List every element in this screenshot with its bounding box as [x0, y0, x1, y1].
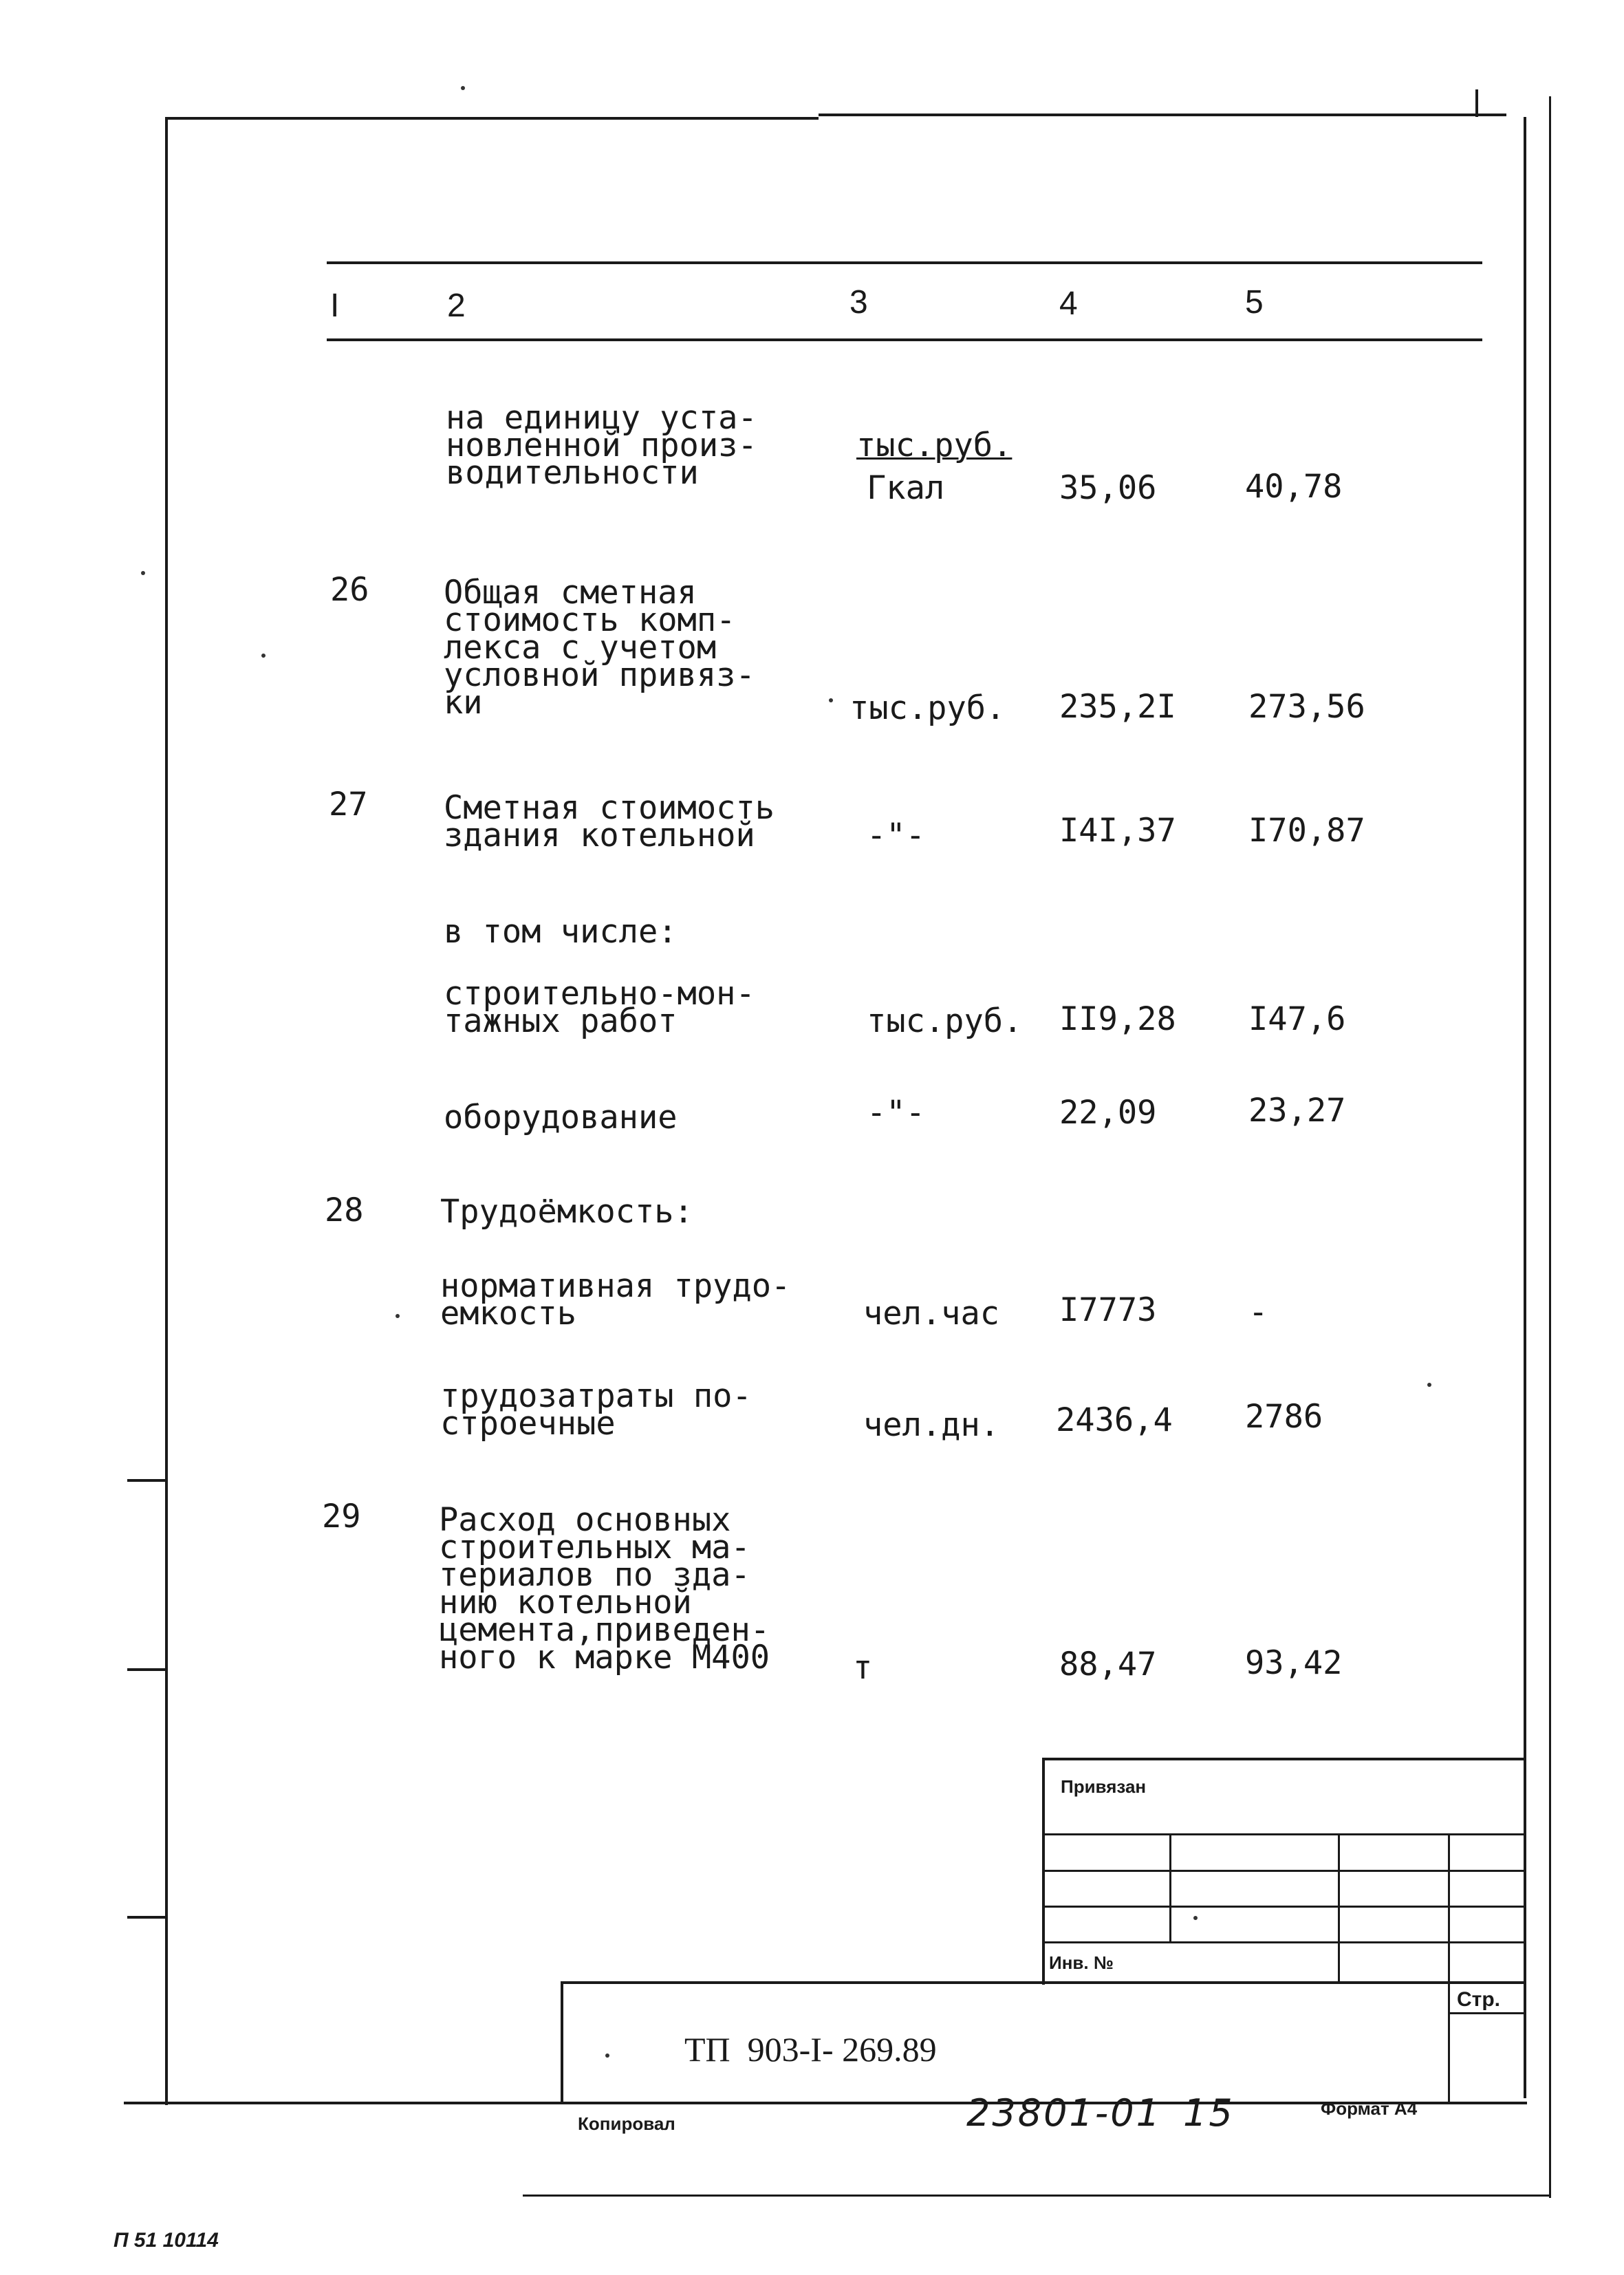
row-number: 27: [329, 786, 368, 823]
scan-speck: [461, 86, 465, 90]
scan-speck: [396, 1314, 400, 1318]
row-value-5: -: [1248, 1293, 1268, 1331]
frame-left: [165, 117, 168, 2105]
scan-speck: [1427, 1383, 1431, 1387]
row-number: 26: [330, 571, 369, 609]
row-unit: тыс.руб.: [849, 689, 1006, 727]
margin-tick-3: [127, 1916, 167, 1919]
frame-top-left: [165, 117, 819, 120]
row-unit: -"-: [867, 817, 925, 854]
page-label: Стр.: [1457, 1988, 1501, 2011]
scan-speck: [261, 654, 266, 658]
frame-bottom: [124, 2102, 1527, 2104]
row-value-5: 273,56: [1248, 688, 1365, 726]
column-header-2: 2: [447, 288, 466, 324]
row-description: трудозатраты по- строечные: [440, 1377, 752, 1443]
privyazan-label: Привязан: [1061, 1776, 1147, 1797]
scan-speck: [605, 2053, 609, 2058]
stamp-row-1: [1042, 1833, 1524, 1835]
format-label: Формат А4: [1321, 2098, 1418, 2119]
stamp-main-left: [561, 1981, 563, 2102]
row-unit: т: [853, 1649, 873, 1687]
row-value-4: 22,09: [1059, 1094, 1157, 1132]
row-value-5: I70,87: [1248, 812, 1365, 850]
stamp-page-divider: [1448, 2012, 1524, 2014]
frame-top-tick: [1475, 89, 1478, 117]
row-value-4: 88,47: [1059, 1646, 1157, 1683]
row-description: Расход основных строительных ма- териалов по зда- нию котельной цемента,приведен- ного к марке М400: [439, 1501, 770, 1676]
row-number: 28: [325, 1192, 364, 1229]
scan-speck: [829, 698, 833, 702]
stamp-col-3: [1448, 1833, 1450, 2102]
row-description: нормативная трудо- емкость: [440, 1267, 791, 1333]
stamp-col-1: [1169, 1833, 1171, 1943]
handwritten-page: 15: [1183, 2091, 1235, 2135]
stamp-row-2: [1042, 1870, 1524, 1872]
row-number: 29: [322, 1498, 361, 1535]
row-value-4: 35,06: [1059, 469, 1157, 507]
row-description: строительно-мон- тажных работ: [444, 975, 755, 1040]
row-value-5: 2786: [1245, 1398, 1323, 1436]
stamp-main-top: [561, 1981, 1524, 1984]
column-header-4: 4: [1059, 285, 1078, 322]
row-description: Трудоёмкость:: [440, 1193, 693, 1231]
frame-top-right: [819, 114, 1506, 116]
row-value-5: 23,27: [1248, 1092, 1346, 1130]
handwritten-number: 23801-01: [966, 2091, 1162, 2135]
scan-speck: [1193, 1916, 1198, 1920]
document-code: ТП 903-I- 269.89: [684, 2030, 937, 2069]
row-value-5: 40,78: [1245, 468, 1343, 506]
row-description: Сметная стоимость здания котельной: [444, 789, 775, 854]
row-unit: -"-: [867, 1094, 925, 1132]
column-header-3: 3: [849, 284, 868, 321]
row-description: в том числе:: [444, 913, 678, 951]
column-header-1: I: [330, 288, 340, 324]
margin-tick-2: [127, 1668, 167, 1671]
row-unit-numerator: тыс.руб.: [856, 427, 1013, 464]
row-value-4: 2436,4: [1056, 1401, 1173, 1439]
row-value-5: 93,42: [1245, 1644, 1343, 1682]
row-value-4: I7773: [1059, 1291, 1157, 1329]
row-description: Общая сметная стоимость комп- лекса с учетом условной привяз- ки: [444, 574, 755, 722]
frame-right-outer: [1549, 96, 1551, 2198]
table-header-rule: [327, 338, 1482, 341]
stamp-top: [1042, 1758, 1524, 1760]
scan-speck: [141, 571, 145, 575]
footer-code: П 51 10114: [113, 2229, 219, 2252]
row-unit-denominator: Гкал: [867, 469, 945, 507]
row-unit: тыс.руб.: [867, 1002, 1023, 1040]
column-header-5: 5: [1245, 284, 1264, 321]
stamp-col-2: [1338, 1833, 1340, 1981]
row-unit: чел.час: [863, 1295, 1000, 1333]
row-value-4: I4I,37: [1059, 812, 1176, 850]
row-value-4: 235,2I: [1059, 688, 1176, 726]
frame-bottom-outer: [523, 2195, 1551, 2197]
margin-tick-1: [127, 1479, 167, 1482]
row-description: оборудование: [444, 1099, 678, 1136]
row-unit: чел.дн.: [863, 1406, 1000, 1444]
row-description: на единицу уста- новленной произ- водительности: [446, 399, 757, 492]
stamp-row-4: [1042, 1941, 1524, 1943]
row-value-5: I47,6: [1248, 1000, 1346, 1038]
frame-right: [1524, 117, 1526, 2098]
table-top-rule: [327, 261, 1482, 264]
inventory-number-label: Инв. №: [1049, 1952, 1114, 1973]
stamp-row-3: [1042, 1906, 1524, 1908]
row-value-4: II9,28: [1059, 1000, 1176, 1038]
copied-label: Копировал: [578, 2113, 675, 2134]
